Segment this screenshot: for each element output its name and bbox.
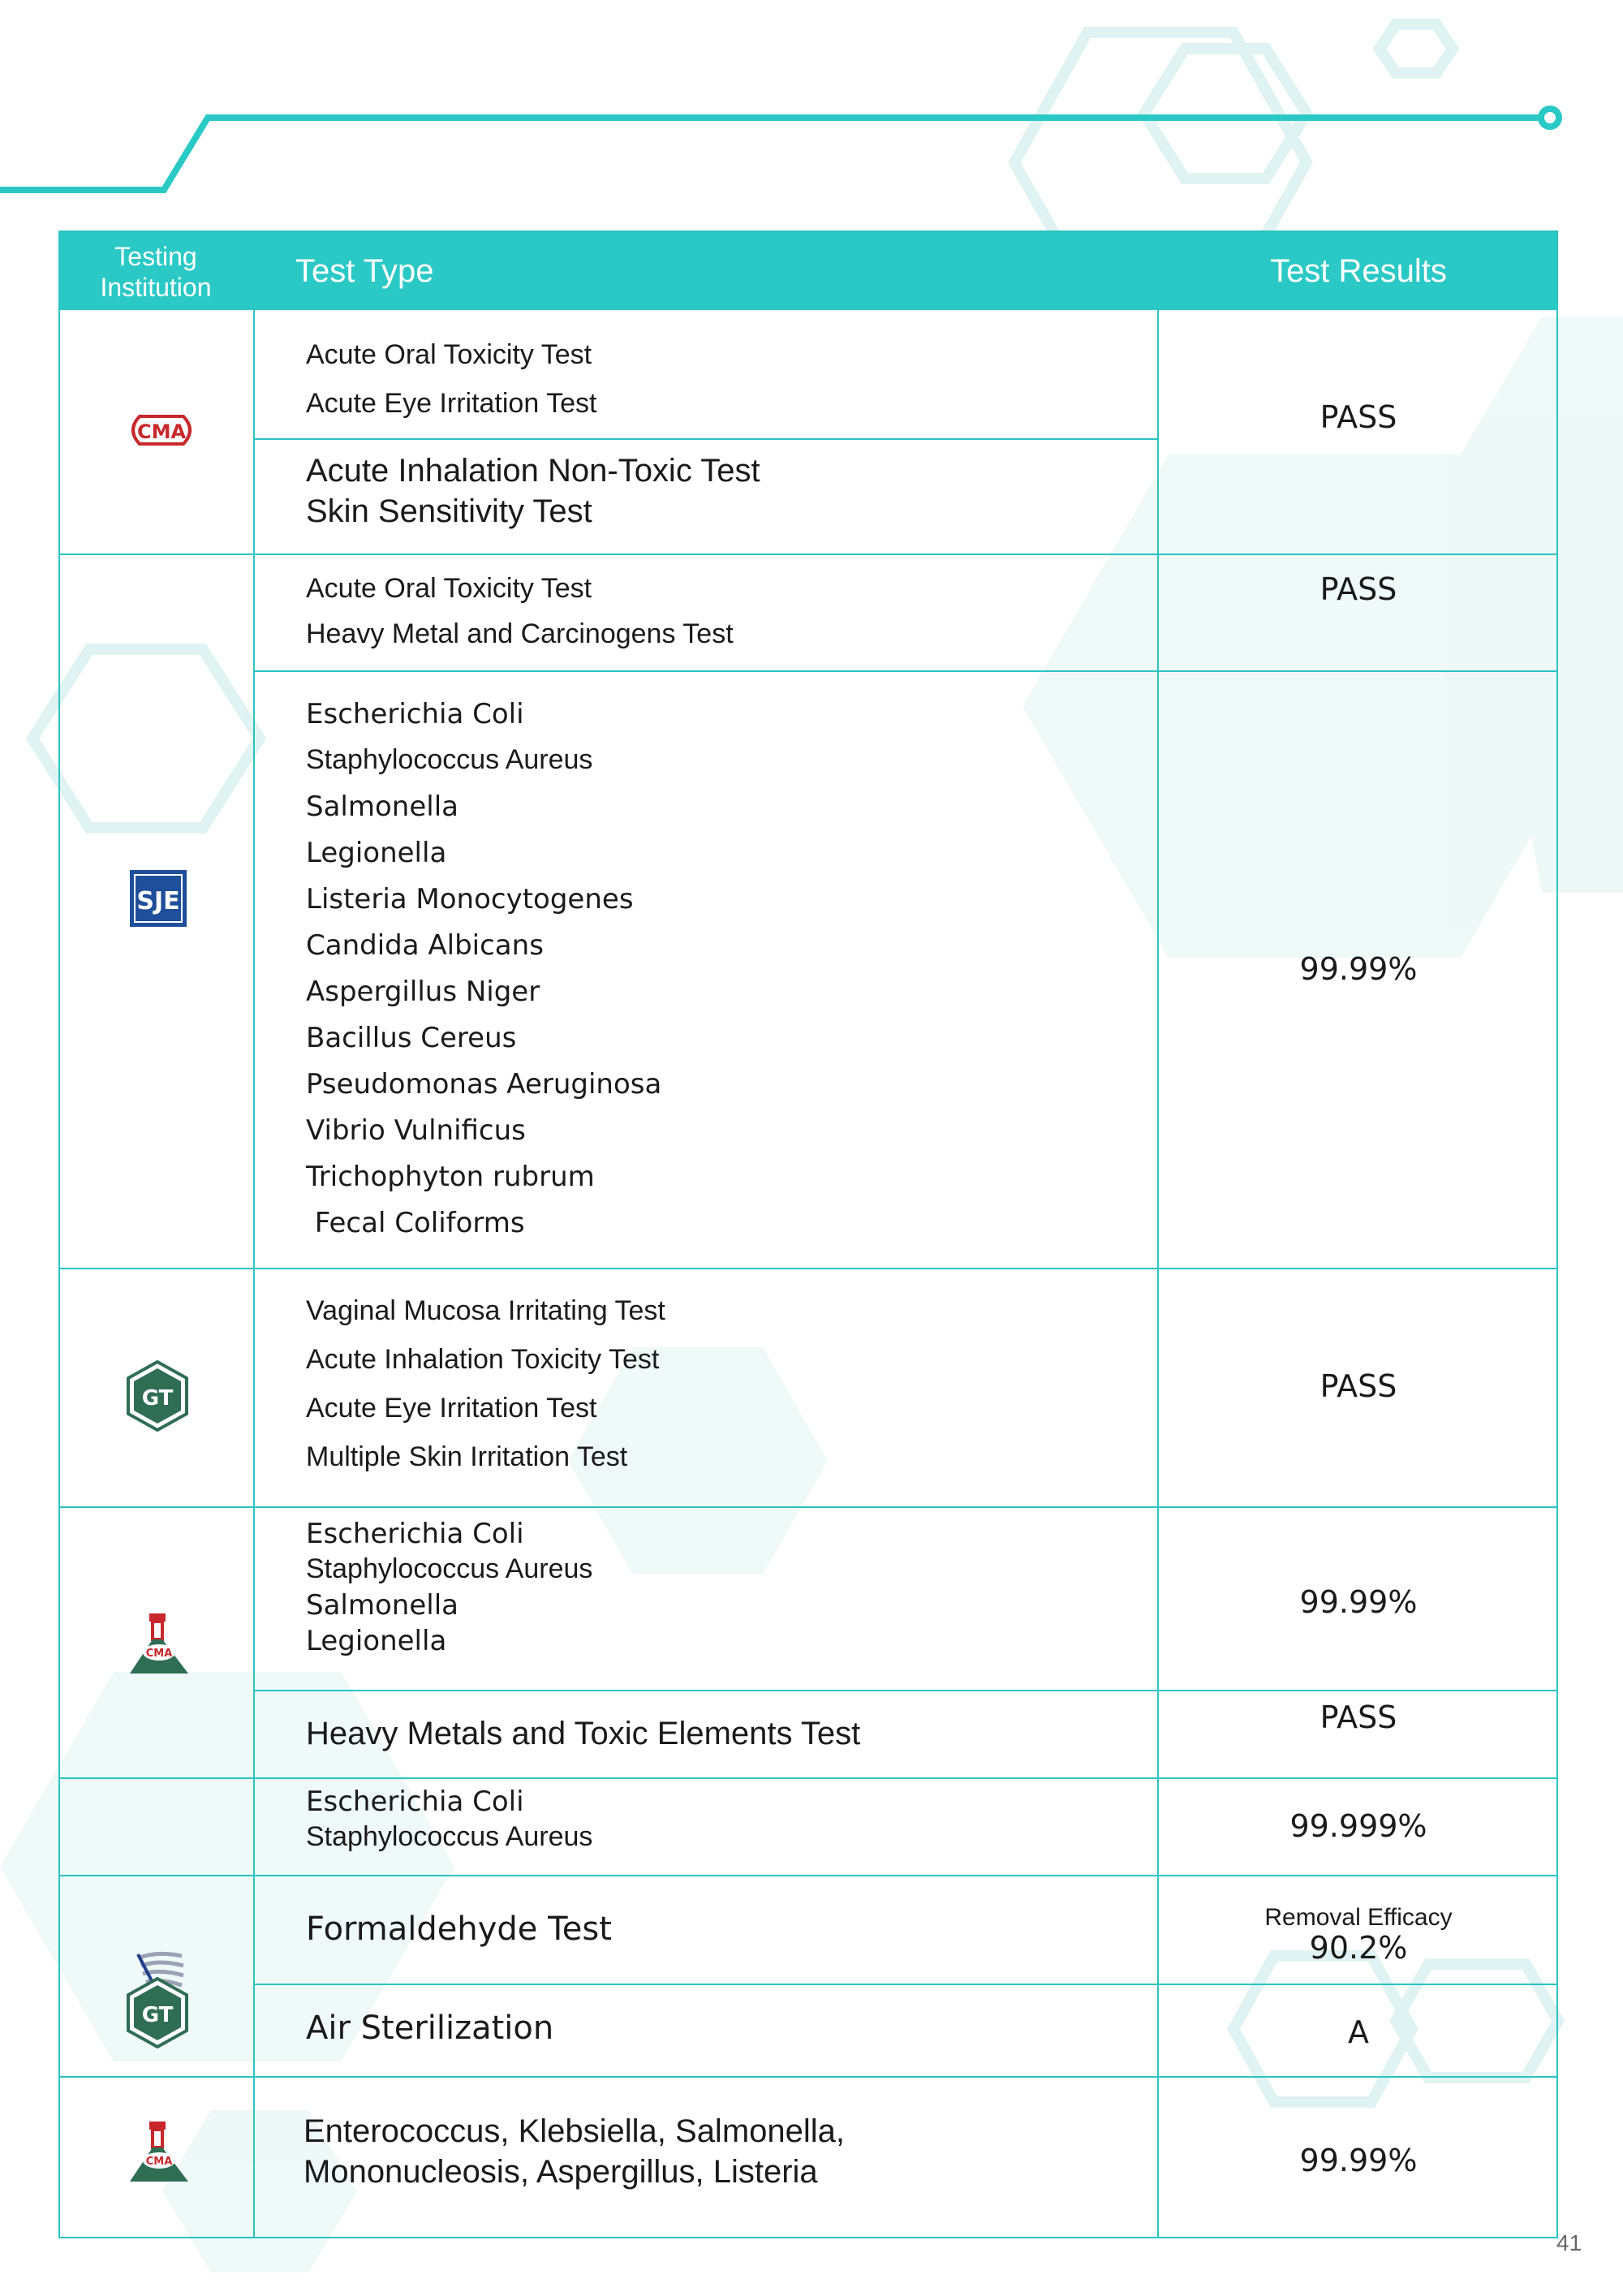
test-item: Heavy Metals and Toxic Elements Test <box>306 1716 861 1751</box>
cma-flask-logo-text: CMA <box>145 2156 173 2168</box>
test-item: Trichophyton rubrum <box>306 1161 595 1193</box>
sje-logo <box>128 868 188 928</box>
result-value: PASS <box>1319 399 1397 435</box>
row-divider-partial <box>253 1984 1556 1985</box>
gt-logo-text: GT <box>141 2003 174 2027</box>
row-divider <box>60 1268 1556 1269</box>
result-value: 99.99% <box>1299 1584 1418 1620</box>
test-item: Heavy Metal and Carcinogens Test <box>306 618 734 649</box>
test-item: Escherichia Coli <box>306 1786 524 1818</box>
sje-logo-text: SJE <box>136 887 180 915</box>
test-item: Fecal Coliforms <box>306 1207 525 1239</box>
table-header <box>60 232 1556 310</box>
header-test-results: Test Results <box>1270 253 1447 289</box>
test-item: Air Sterilization <box>306 2010 554 2047</box>
test-item: Salmonella <box>306 1589 458 1622</box>
test-item: Multiple Skin Irritation Test <box>306 1441 628 1472</box>
result-value: A <box>1348 2014 1369 2050</box>
row-divider <box>60 1777 1556 1779</box>
test-item: Pseudomonas Aeruginosa <box>306 1068 662 1101</box>
result-value: PASS <box>1319 1368 1397 1404</box>
result-value: PASS <box>1319 571 1397 607</box>
row-divider <box>60 2076 1556 2078</box>
cma-flask-logo <box>125 2120 193 2185</box>
row-divider-partial <box>253 670 1556 672</box>
test-results-table <box>58 230 1558 2238</box>
result-value: 90.2% <box>1309 1930 1408 1966</box>
test-item: Escherichia Coli <box>306 1518 524 1550</box>
test-item: Acute Inhalation Toxicity Test <box>306 1344 660 1375</box>
test-item: Listeria Monocytogenes <box>306 883 634 915</box>
test-item: Legionella <box>306 1625 447 1657</box>
header-test-type: Test Type <box>295 253 434 289</box>
test-item: Escherichia Coli <box>306 698 524 730</box>
test-item: Formaldehyde Test <box>306 1910 612 1948</box>
test-item: Acute Inhalation Non-Toxic Test <box>306 453 760 489</box>
row-divider <box>60 554 1556 555</box>
test-item: Acute Oral Toxicity Test <box>306 339 592 370</box>
test-item: Acute Eye Irritation Test <box>306 388 597 419</box>
test-item: Salmonella <box>306 790 458 823</box>
test-item: Skin Sensitivity Test <box>306 493 592 529</box>
test-item: Staphylococcus Aureus <box>306 1553 593 1584</box>
gt-logo <box>125 1360 190 1432</box>
result-value: 99.999% <box>1289 1808 1427 1844</box>
column-divider <box>253 310 255 2237</box>
header-institution-line1: Testing <box>114 242 197 271</box>
result-value: PASS <box>1319 1699 1397 1735</box>
test-item: Vibrio Vulnificus <box>306 1114 526 1147</box>
test-item: Enterococcus, Klebsiella, Salmonella, <box>304 2113 846 2149</box>
cma-logo-text: CMA <box>136 420 187 443</box>
test-item: Staphylococcus Aureus <box>306 744 593 775</box>
row-divider <box>60 1506 1556 1508</box>
gt-logo <box>125 1977 190 2048</box>
page-number: 41 <box>1556 2230 1582 2255</box>
test-item: Staphylococcus Aureus <box>306 1821 593 1852</box>
row-divider-partial <box>253 438 1159 440</box>
cma-logo <box>123 412 200 448</box>
test-item: Vaginal Mucosa Irritating Test <box>306 1295 665 1326</box>
test-item: Legionella <box>306 837 447 869</box>
row-divider <box>60 1875 1556 1876</box>
result-value: 99.99% <box>1299 951 1418 987</box>
gt-logo-text: GT <box>141 1386 174 1411</box>
row-divider-partial <box>253 1690 1556 1691</box>
header-accent-line <box>0 0 1623 211</box>
test-item: Mononucleosis, Aspergillus, Listeria <box>304 2154 818 2190</box>
result-label: Removal Efficacy <box>1264 1904 1453 1931</box>
test-item: Aspergillus Niger <box>306 976 540 1008</box>
result-value: 99.99% <box>1299 2143 1418 2178</box>
test-item: Acute Eye Irritation Test <box>306 1393 597 1424</box>
cma-flask-logo <box>125 1612 193 1677</box>
header-institution-line2: Institution <box>100 273 212 302</box>
test-item: Candida Albicans <box>306 929 544 962</box>
test-item: Acute Oral Toxicity Test <box>306 573 592 604</box>
test-item: Bacillus Cereus <box>306 1022 517 1054</box>
cma-flask-logo-text: CMA <box>145 1648 173 1660</box>
